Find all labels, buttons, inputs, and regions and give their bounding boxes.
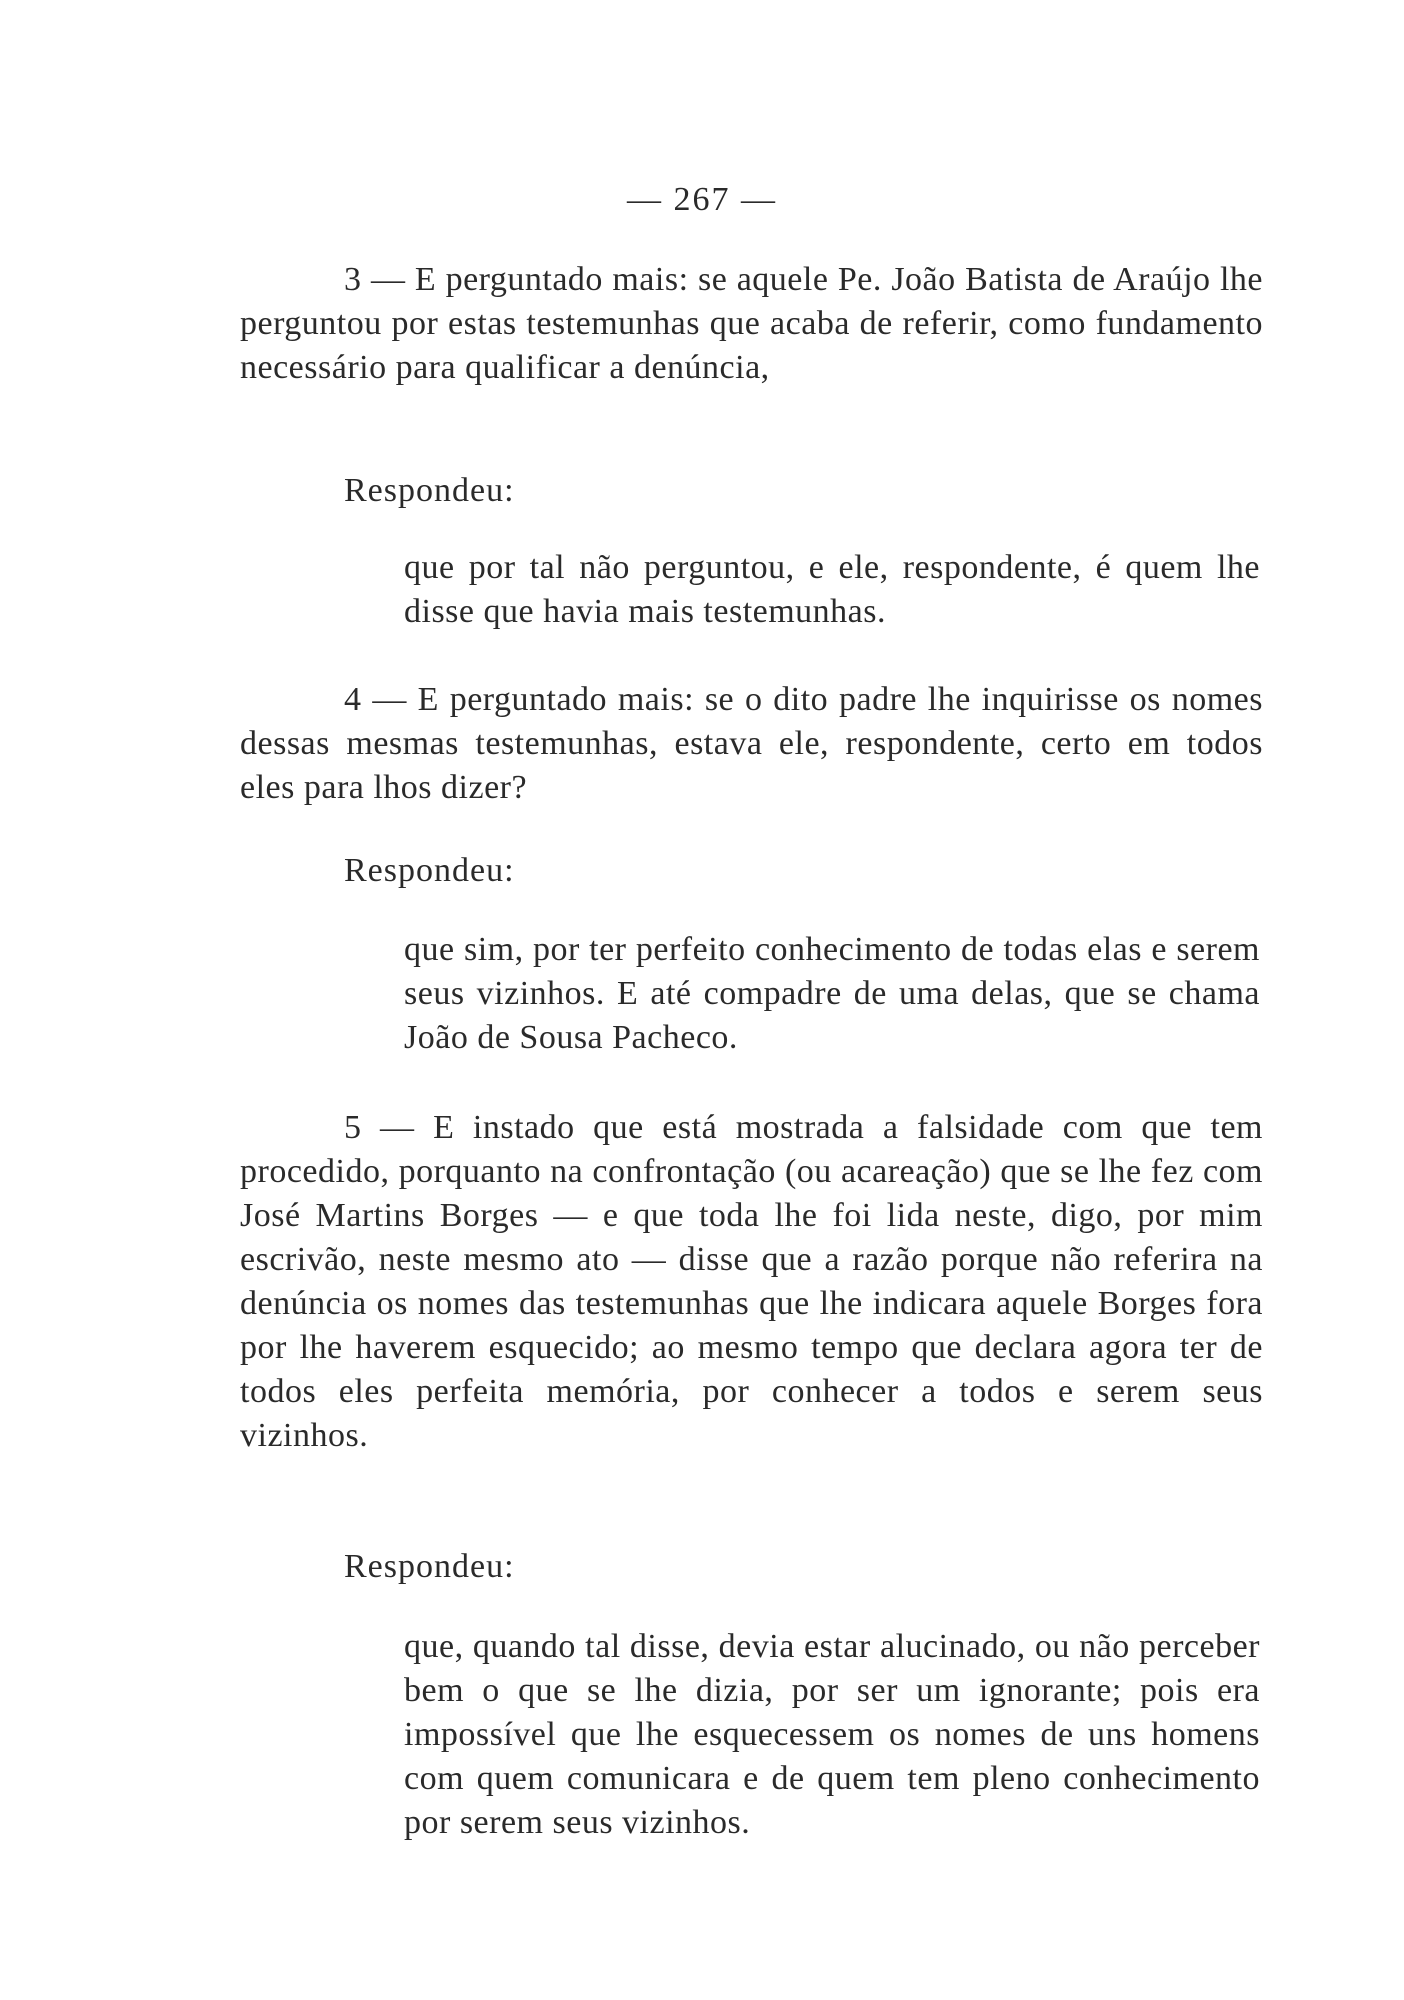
question-5 bbox=[240, 1106, 1263, 1458]
response-label-4: Respondeu: bbox=[344, 852, 515, 889]
question-4-text: 4 — E perguntado mais: se o dito padre lhe inquirisse os nomes dessas mesmas testemunhas, estava ele, respondente, certo em todos eles para lhos dizer? bbox=[240, 681, 1263, 806]
answer-5 bbox=[404, 1625, 1260, 1845]
answer-5-text: que, quando tal disse, devia estar alucinado, ou não perceber bem o que se lhe dizia, por ser um ignorante; pois era impossível que lhe esquecessem os nomes de uns homens com quem comunicara e de quem tem pleno conhecimento por serem seus vizinhos. bbox=[404, 1628, 1260, 1841]
question-4 bbox=[240, 678, 1263, 810]
answer-3-text: que por tal não perguntou, e ele, respondente, é quem lhe disse que havia mais testemunhas. bbox=[404, 549, 1260, 630]
response-label-3: Respondeu: bbox=[344, 472, 515, 509]
question-3 bbox=[240, 258, 1263, 390]
question-5-text: 5 — E instado que está mostrada a falsidade com que tem procedido, porquanto na confrontação (ou acareação) que se lhe fez com José Martins Borges — e que toda lhe foi lida neste, digo, por mim escrivão, neste mesmo ato — disse que a razão porque não referira na denúncia os nomes das testemunhas que lhe indicara aquele Borges fora por lhe haverem esquecido; ao mesmo tempo que declara agora ter de todos eles perfeita memória, por conhecer a todos e serem seus vizinhos. bbox=[240, 1109, 1263, 1454]
answer-4-text: que sim, por ter perfeito conhecimento de todas elas e serem seus vizinhos. E até compadre de uma delas, que se chama João de Sousa Pacheco. bbox=[404, 931, 1260, 1056]
response-label-5: Respondeu: bbox=[344, 1548, 515, 1585]
page-number: — 267 — bbox=[627, 181, 777, 218]
answer-4 bbox=[404, 928, 1260, 1060]
answer-3 bbox=[404, 546, 1260, 634]
question-3-text: 3 — E perguntado mais: se aquele Pe. João Batista de Araújo lhe perguntou por estas testemunhas que acaba de referir, como fundamento necessário para qualificar a denúncia, bbox=[240, 261, 1263, 386]
